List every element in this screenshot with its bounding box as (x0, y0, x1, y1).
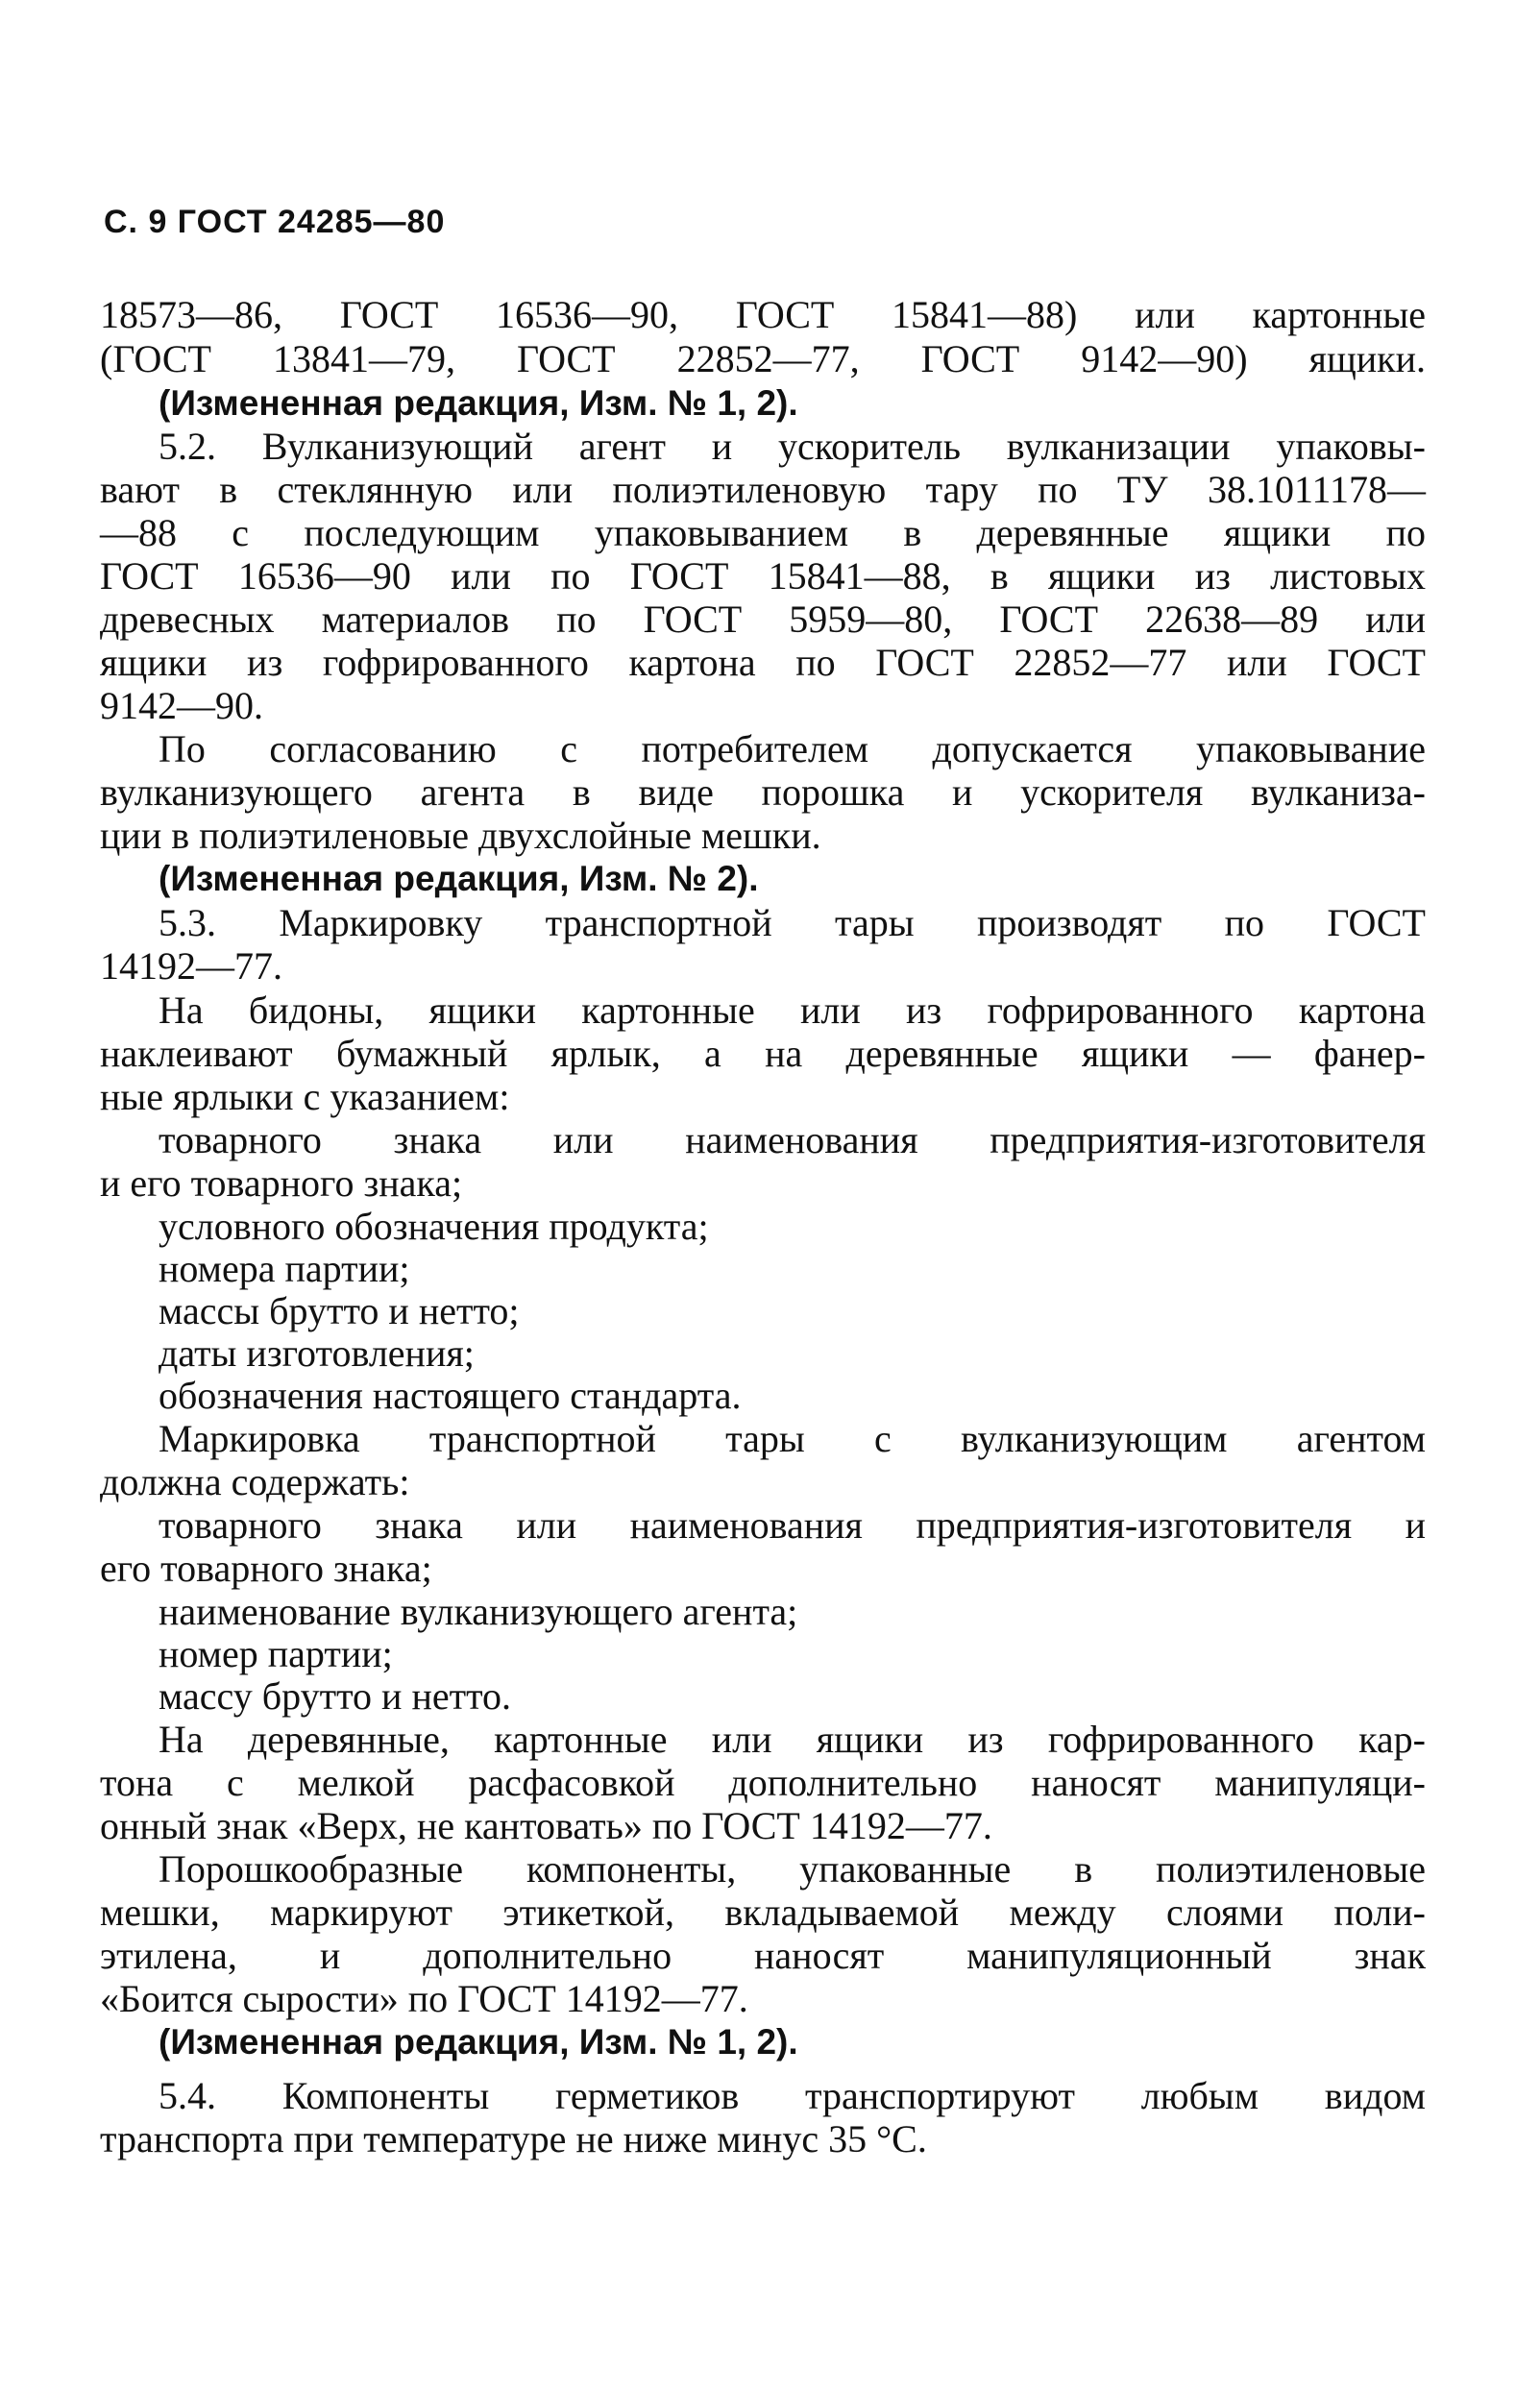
text-line: (ГОСТ 13841—79, ГОСТ 22852—77, ГОСТ 9142—90) ящики. (100, 337, 1426, 380)
text-line: ции в полиэтиленовые двухслойные мешки. (100, 814, 821, 857)
text-line: вают в стеклянную или полиэтиленовую тару по ТУ 38.1011178— (100, 468, 1426, 511)
text-line: этилена, и дополнительно наносят манипуляционный знак (100, 1934, 1426, 1977)
text-line: 9142—90. (100, 684, 263, 727)
list-item: номера партии; (159, 1247, 410, 1290)
text-line: и его товарного знака; (100, 1161, 463, 1205)
text-line: 5.3. Маркировку транспортной тары производят по ГОСТ (159, 901, 1426, 944)
text-line: «Боится сырости» по ГОСТ 14192—77. (100, 1977, 748, 2020)
edition-note: (Измененная редакция, Изм. № 2). (159, 859, 759, 898)
text-line: —88 с последующим упаковыванием в деревянные ящики по (100, 511, 1426, 554)
list-item: массы брутто и нетто; (159, 1289, 520, 1332)
text-line: Маркировка транспортной тары с вулканизующим агентом (159, 1417, 1426, 1460)
text-line: По согласованию с потребителем допускается упаковывание (159, 727, 1426, 770)
text-line: должна содержать: (100, 1460, 410, 1503)
list-item: наименование вулканизующего агента; (159, 1590, 798, 1633)
list-item: условного обозначения продукта; (159, 1205, 709, 1248)
text-line: товарного знака или наименования предприятия-изготовителя и (159, 1503, 1426, 1547)
list-item: номер партии; (159, 1632, 393, 1675)
text-line: 18573—86, ГОСТ 16536—90, ГОСТ 15841—88) или картонные (100, 293, 1426, 336)
text-line: наклеивают бумажный ярлык, а на деревянные ящики — фанер- (100, 1032, 1426, 1075)
text-line: тона с мелкой расфасовкой дополнительно наносят манипуляци- (100, 1761, 1426, 1804)
text-line: На бидоны, ящики картонные или из гофрированного картона (159, 989, 1426, 1032)
text-line: онный знак «Верх, не кантовать» по ГОСТ 14192—77. (100, 1804, 992, 1847)
page-header: С. 9 ГОСТ 24285—80 (104, 204, 446, 240)
text-line: мешки, маркируют этикеткой, вкладываемой между слоями поли- (100, 1891, 1426, 1934)
text-line: древесных материалов по ГОСТ 5959—80, ГОСТ 22638—89 или (100, 598, 1426, 641)
text-line: Порошкообразные компоненты, упакованные в полиэтиленовые (159, 1847, 1426, 1891)
text-line: вулканизующего агента в виде порошка и ускорителя вулканиза- (100, 770, 1426, 814)
text-line: На деревянные, картонные или ящики из гофрированного кар- (159, 1718, 1426, 1761)
text-line: транспорта при температуре не ниже минус 35 °С. (100, 2117, 927, 2160)
edition-note: (Измененная редакция, Изм. № 1, 2). (159, 2022, 798, 2062)
text-line: его товарного знака; (100, 1547, 432, 1590)
text-line: 5.4. Компоненты герметиков транспортируют любым видом (159, 2074, 1426, 2117)
edition-note: (Измененная редакция, Изм. № 1, 2). (159, 383, 798, 423)
list-item: массу брутто и нетто. (159, 1674, 512, 1718)
text-line: 14192—77. (100, 944, 282, 988)
text-line: ящики из гофрированного картона по ГОСТ 22852—77 или ГОСТ (100, 641, 1426, 684)
list-item: обозначения настоящего стандарта. (159, 1374, 742, 1417)
text-line: ГОСТ 16536—90 или по ГОСТ 15841—88, в ящики из листовых (100, 554, 1426, 598)
text-line: товарного знака или наименования предприятия-изготовителя (159, 1118, 1426, 1161)
text-line: ные ярлыки с указанием: (100, 1075, 510, 1118)
text-line: 5.2. Вулканизующий агент и ускоритель вулканизации упаковы- (159, 425, 1426, 468)
list-item: даты изготовления; (159, 1331, 475, 1375)
